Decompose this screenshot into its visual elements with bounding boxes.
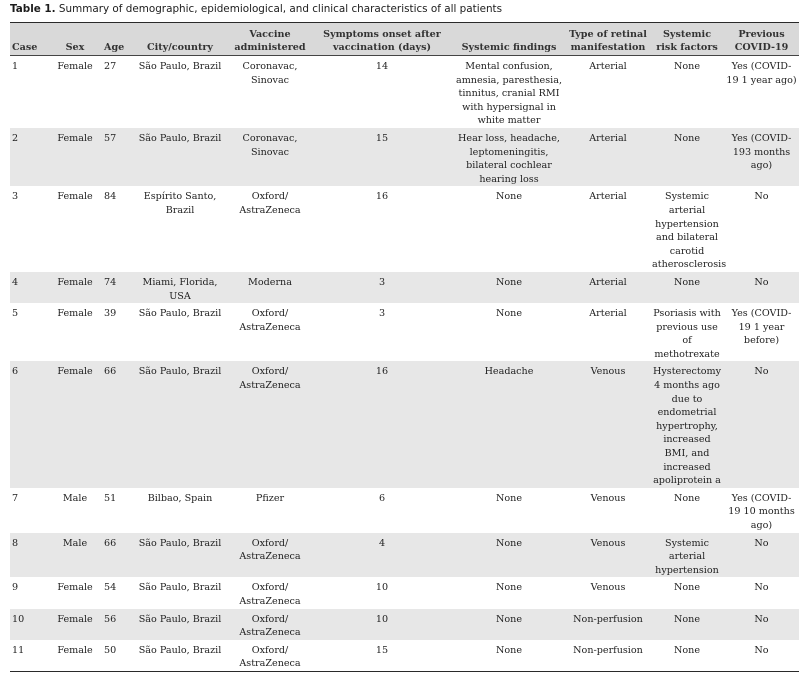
cell-covid: Yes (COVID-193 months ago) xyxy=(724,128,799,186)
cell-findings: None xyxy=(495,191,523,203)
cell-city: Miami, Florida, USA xyxy=(132,272,228,303)
cell-onset: 3 xyxy=(312,272,452,303)
cell-covid: Yes (COVID-19 1 year before) xyxy=(731,308,792,347)
cell-sex: Female xyxy=(48,128,102,186)
cell-covid: No xyxy=(724,272,799,303)
table-row xyxy=(10,272,799,303)
cell-retinal: Arterial xyxy=(589,61,627,72)
table-row xyxy=(10,533,799,578)
cell-sex: Female xyxy=(48,609,102,640)
cell-vaccine: Oxford/ AstraZeneca xyxy=(239,308,301,333)
cell-case: 11 xyxy=(12,644,25,656)
table-row xyxy=(10,577,799,608)
table-row xyxy=(10,128,799,186)
cell-city: Espírito Santo, Brazil xyxy=(143,191,217,216)
cell-age: 66 xyxy=(102,533,132,578)
cell-onset: 15 xyxy=(312,128,452,186)
cell-age: 84 xyxy=(104,191,117,203)
cell-retinal: Venous xyxy=(566,361,650,487)
cell-retinal: Venous xyxy=(590,492,626,504)
cell-onset: 14 xyxy=(375,61,389,72)
cell-onset: 10 xyxy=(375,582,389,594)
cell-risk: None xyxy=(673,492,701,504)
cell-vaccine: Coronavac, Sinovac xyxy=(242,61,298,86)
cell-onset: 16 xyxy=(375,191,389,203)
cell-sex: Female xyxy=(57,191,93,203)
cell-sex: Female xyxy=(57,61,93,72)
cell-onset: 15 xyxy=(375,644,389,656)
cell-sex: Female xyxy=(57,582,93,594)
cell-vaccine: Coronavac, Sinovac xyxy=(228,128,312,186)
cell-vaccine: Oxford/ AstraZeneca xyxy=(228,361,312,487)
cell-case: 1 xyxy=(12,61,19,72)
cell-findings: Mental confusion, amnesia, paresthesia, tinnitus, cranial RMI with hypersignal in white matter xyxy=(455,61,562,127)
table-header xyxy=(10,23,799,56)
cell-vaccine: Oxford/ AstraZeneca xyxy=(228,533,312,578)
cell-age: 54 xyxy=(104,582,117,594)
header-retinal: Type of retinal manifestation xyxy=(566,23,650,56)
cell-covid: Yes (COVID-19 10 months ago) xyxy=(728,492,795,531)
cell-covid: No xyxy=(724,361,799,487)
cell-findings: None xyxy=(452,272,566,303)
table-row xyxy=(10,640,799,672)
cell-risk: None xyxy=(673,61,701,72)
table-row xyxy=(10,488,799,533)
cell-retinal: Venous xyxy=(590,582,626,594)
cell-findings: Hear loss, headache, leptomeningitis, bilateral cochlear hearing loss xyxy=(452,128,566,186)
cell-sex: Female xyxy=(57,308,93,320)
cell-case: 6 xyxy=(10,361,48,487)
cell-sex: Male xyxy=(48,533,102,578)
cell-risk: Hysterectomy 4 months ago due to endometrial hypertrophy, increased BMI, and increased apoliprotein a xyxy=(650,361,724,487)
header-findings: Systemic findings xyxy=(452,23,566,56)
header-onset: Symptoms onset after vaccination (days) xyxy=(312,23,452,56)
cell-city: São Paulo, Brazil xyxy=(138,308,222,320)
cell-age: 50 xyxy=(104,644,117,656)
cell-findings: None xyxy=(452,609,566,640)
cell-risk: None xyxy=(673,644,701,656)
cell-retinal: Non-perfusion xyxy=(566,609,650,640)
cell-covid: No xyxy=(754,582,769,594)
cell-age: 66 xyxy=(102,361,132,487)
cell-case: 4 xyxy=(10,272,48,303)
table-row xyxy=(10,56,799,128)
cell-retinal: Arterial xyxy=(589,308,627,320)
cell-retinal: Non-perfusion xyxy=(573,644,643,656)
cell-case: 2 xyxy=(10,128,48,186)
cell-risk: Psoriasis with previous use of methotrexate xyxy=(653,308,721,360)
table-row xyxy=(10,186,799,272)
table-row xyxy=(10,303,799,361)
header-city: City/country xyxy=(132,23,228,56)
cell-covid: No xyxy=(754,191,769,203)
cell-risk: None xyxy=(650,609,724,640)
cell-findings: None xyxy=(495,582,523,594)
cell-findings: None xyxy=(495,308,523,320)
header-risk: Systemic risk factors xyxy=(650,23,724,56)
table-body xyxy=(10,56,799,672)
cell-city: São Paulo, Brazil xyxy=(132,533,228,578)
cell-case: 10 xyxy=(10,609,48,640)
cell-covid: No xyxy=(754,644,769,656)
cell-onset: 6 xyxy=(378,492,386,504)
cell-city: São Paulo, Brazil xyxy=(132,361,228,487)
cell-age: 51 xyxy=(104,492,117,504)
cell-case: 3 xyxy=(12,191,19,203)
patient-characteristics-table xyxy=(10,22,799,672)
cell-retinal: Arterial xyxy=(589,191,627,203)
cell-risk: None xyxy=(650,128,724,186)
header-case: Case xyxy=(10,23,48,56)
cell-age: 39 xyxy=(104,308,117,320)
header-vaccine: Vaccine administered xyxy=(228,23,312,56)
cell-retinal: Arterial xyxy=(566,272,650,303)
cell-retinal: Arterial xyxy=(566,128,650,186)
cell-onset: 4 xyxy=(312,533,452,578)
cell-city: São Paulo, Brazil xyxy=(138,644,222,656)
cell-retinal: Venous xyxy=(566,533,650,578)
cell-vaccine: Oxford/ AstraZeneca xyxy=(228,609,312,640)
cell-sex: Female xyxy=(57,644,93,656)
cell-findings: Headache xyxy=(452,361,566,487)
cell-covid: Yes (COVID-19 1 year ago) xyxy=(726,61,797,86)
cell-onset: 10 xyxy=(312,609,452,640)
cell-case: 9 xyxy=(12,582,19,594)
table-caption-text: Summary of demographic, epidemiological, and clinical characteristics of all patients xyxy=(55,3,503,15)
cell-risk: None xyxy=(650,272,724,303)
cell-city: Bilbao, Spain xyxy=(147,492,213,504)
table-caption xyxy=(10,3,800,15)
cell-city: São Paulo, Brazil xyxy=(138,582,222,594)
cell-case: 5 xyxy=(12,308,19,320)
cell-risk: Systemic arterial hypertension and bilateral carotid atherosclerosis xyxy=(652,191,727,271)
cell-vaccine: Moderna xyxy=(228,272,312,303)
cell-covid: No xyxy=(724,533,799,578)
header-covid: Previous COVID-19 xyxy=(724,23,799,56)
cell-sex: Female xyxy=(48,361,102,487)
cell-vaccine: Oxford/ AstraZeneca xyxy=(239,582,301,607)
table-row xyxy=(10,361,799,487)
header-sex: Sex xyxy=(48,23,102,56)
cell-vaccine: Oxford/ AstraZeneca xyxy=(239,191,301,216)
cell-findings: None xyxy=(495,492,523,504)
cell-findings: None xyxy=(495,644,523,656)
cell-vaccine: Pfizer xyxy=(255,492,285,504)
cell-city: São Paulo, Brazil xyxy=(132,609,228,640)
cell-risk: None xyxy=(673,582,701,594)
cell-city: São Paulo, Brazil xyxy=(132,128,228,186)
cell-age: 56 xyxy=(102,609,132,640)
header-age: Age xyxy=(102,23,132,56)
cell-risk: Systemic arterial hypertension xyxy=(650,533,724,578)
cell-city: São Paulo, Brazil xyxy=(138,61,222,72)
cell-onset: 16 xyxy=(312,361,452,487)
cell-onset: 3 xyxy=(378,308,386,320)
table-caption-label: Table 1. xyxy=(10,3,56,15)
cell-findings: None xyxy=(452,533,566,578)
cell-vaccine: Oxford/ AstraZeneca xyxy=(239,644,301,670)
cell-age: 57 xyxy=(102,128,132,186)
cell-case: 8 xyxy=(10,533,48,578)
cell-age: 27 xyxy=(104,61,117,72)
cell-case: 7 xyxy=(12,492,19,504)
cell-covid: No xyxy=(724,609,799,640)
table-row xyxy=(10,609,799,640)
cell-sex: Male xyxy=(62,492,88,504)
cell-sex: Female xyxy=(48,272,102,303)
cell-age: 74 xyxy=(102,272,132,303)
